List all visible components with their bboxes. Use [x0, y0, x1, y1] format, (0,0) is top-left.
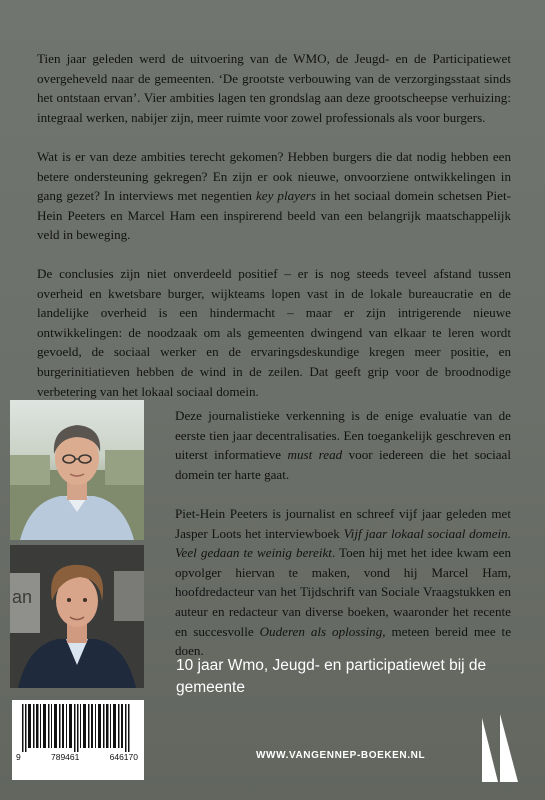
barcode-bars [22, 704, 130, 752]
intro-paragraph: Tien jaar geleden werd de uitvoering van de WMO, de Jeugd- en de Participatiewet overgeheveld naar de gemeenten. ‘De grootste verbouwing van de verzorgingsstaat sinds het ontstaan ervan’. Vier ambities lagen ten grondslag aan deze grootscheepse verhuizing: integraal werken, nabijer zijn, meer ruimte voor zowel professionals als voor burgers. [37, 51, 511, 125]
subtitle-tagline: 10 jaar Wmo, Jeugd- en participatiewet bij de gemeente [176, 657, 487, 696]
author-photo-ham [10, 545, 144, 688]
author-photo-peeters [10, 400, 144, 540]
isbn-number: 9 789461 646170 [16, 752, 138, 762]
publisher-url[interactable]: WWW.VANGENNEP-BOEKEN.NL [256, 750, 426, 761]
ambitions-paragraph: Wat is er van deze ambities terecht gekomen? Hebben burgers die dat nodig hebben een betere ondersteuning gekregen? En zijn er ook nieuwe, onvoorziene ontwikkelingen in gang gezet? In interviews met negentien key players in het sociaal domein schetsen Piet-Hein Peeters en Marcel Ham een inspirerend beeld van een belangrijk maatschappelijk veld in beweging. [37, 149, 511, 243]
authors-bio-paragraph: Piet-Hein Peeters is journalist en schreef vijf jaar geleden met Jasper Loots het interviewboek Vijf jaar lokaal sociaal domein. Veel gedaan te weinig bereikt. Toen hij met het idee kwam een opvolger hiervan te maken, vond hij Marcel Ham, hoofdredacteur van het Tijdschrift van Sociale Vraagstukken en auteur en redacteur van diverse boeken, waaronder het recente en succesvolle Ouderen als oplossing, meteen bereid mee te doen. [175, 506, 512, 659]
publisher-logo-icon [480, 712, 520, 784]
svg-text:an: an [12, 587, 33, 607]
isbn-barcode [12, 700, 144, 780]
conclusions-paragraph: De conclusies zijn niet onverdeeld positief – er is nog steeds teveel afstand tussen overheid en kwetsbare burger, wijkteams lopen vast in de lokale bureaucratie en de landelijke overheid is een hindermacht – maar er zijn intrigerende nieuwe ontwikkelingen: de noodzaak om als gemeenten dwingend van elkaar te leren wordt gevoeld, de sociaal werker en de ervaringsdeskundige kregen meer positie, en burgerinitiatieven hebben de wind in de zeilen. Dat geeft grip voor de broodnodige verbetering van het lokaal sociaal domein. [37, 266, 511, 399]
evaluation-paragraph: Deze journalistieke verkenning is de enige evaluatie van de eerste tien jaar decentralisaties. Een toegankelijk geschreven en uiterst informatieve must read voor iedereen die het sociaal domein ter harte gaat. [175, 408, 511, 482]
